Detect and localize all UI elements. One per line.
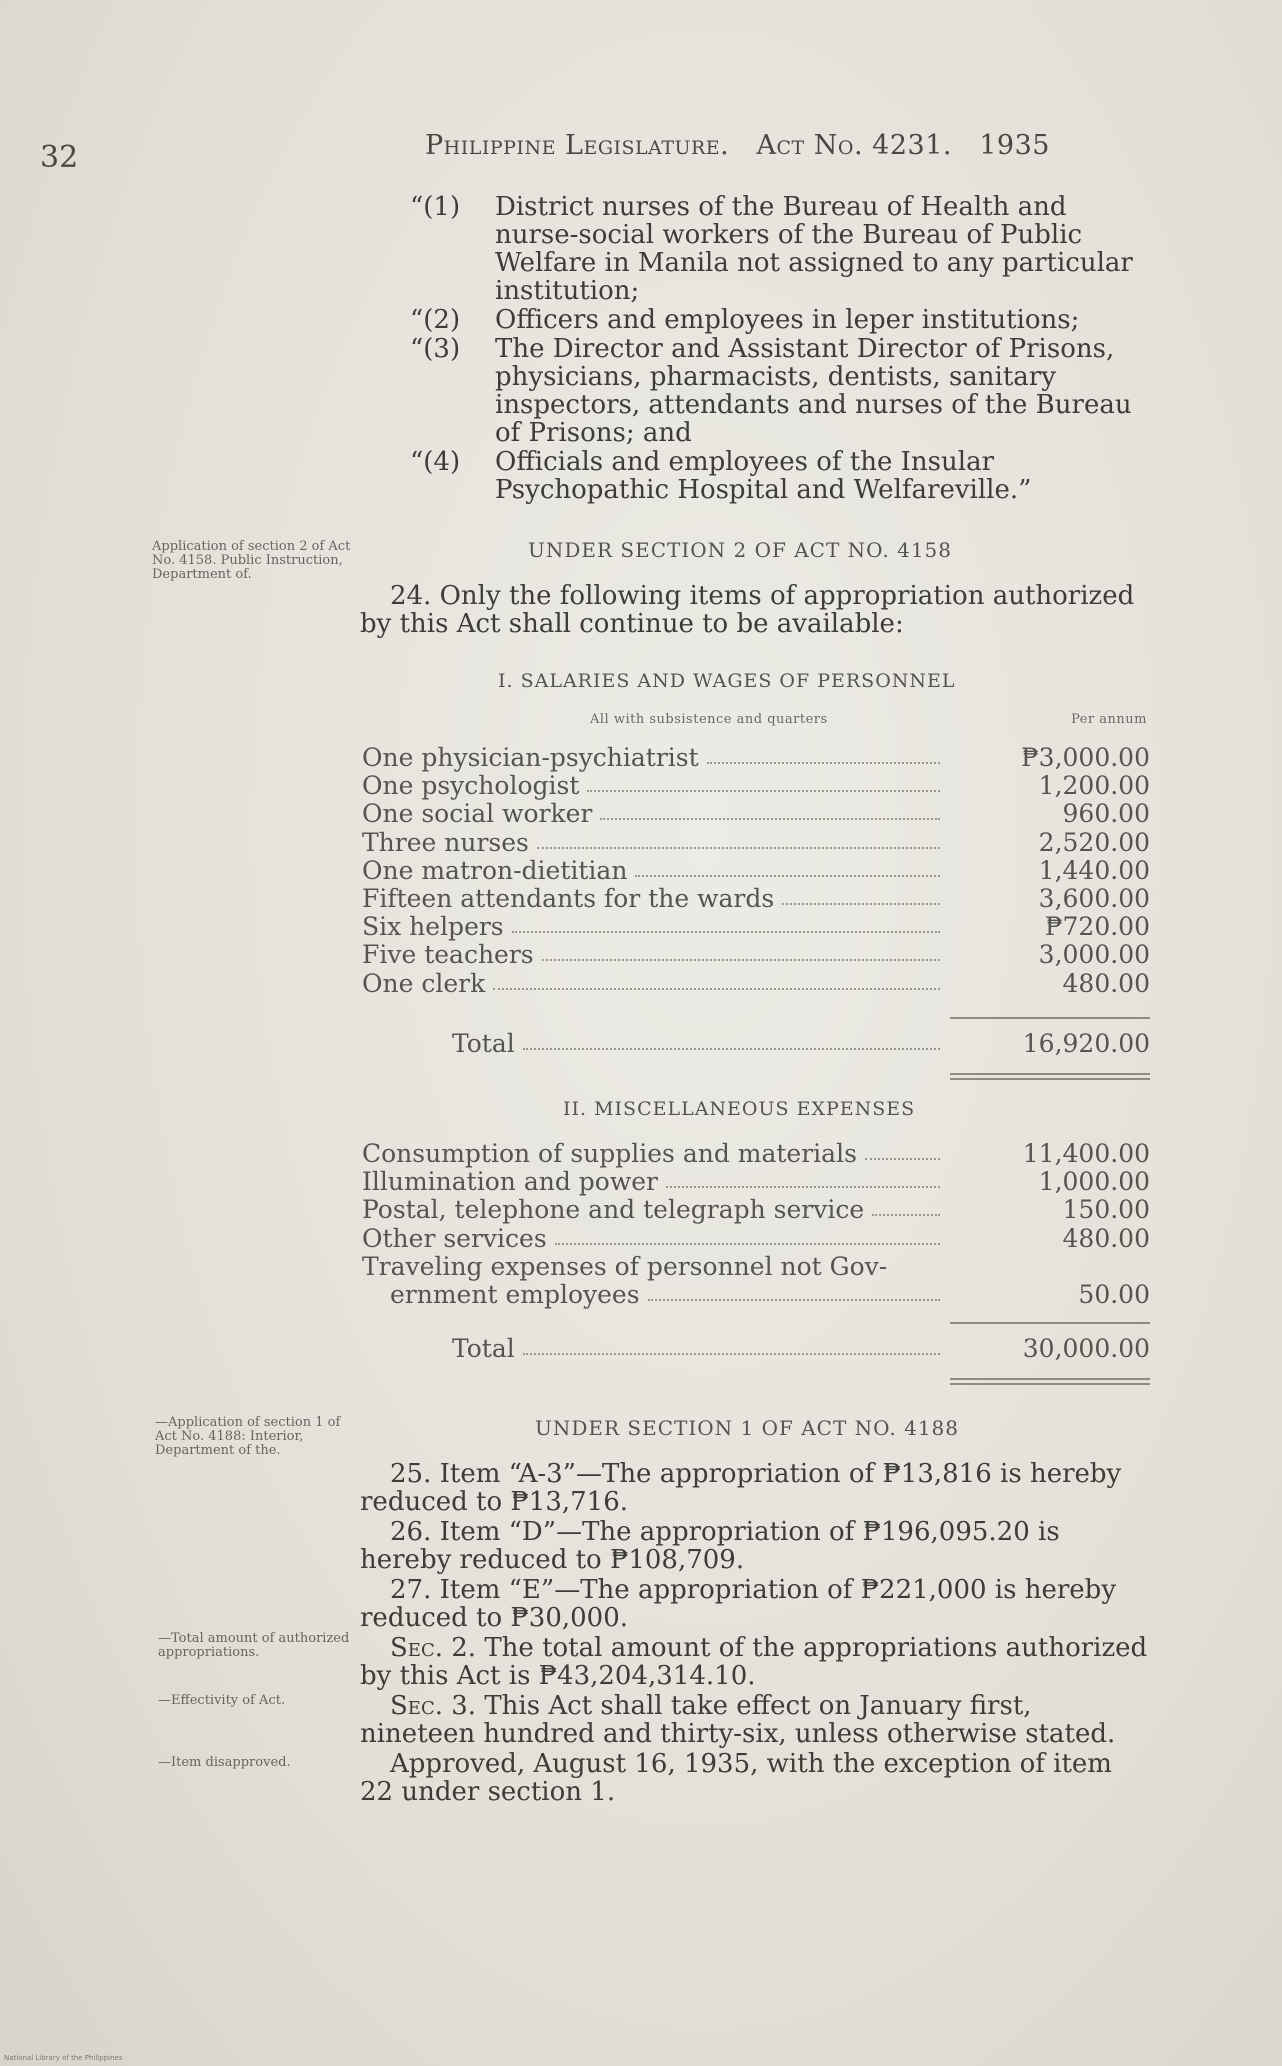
table2-travel-row-line1 [362, 1253, 1150, 1281]
margin-note-4158: Application of section 2 of Act No. 4158. Public Instruction, Department of. [152, 539, 351, 582]
approval-statement: Approved, August 16, 1935, with the exception of item 22 under section 1. [360, 1749, 1112, 1807]
table1-row-label: One matron-dietitian [362, 855, 628, 885]
leader-dots [523, 1353, 940, 1355]
table1-row-label: Six helpers [362, 912, 504, 942]
section-2-label: Sec. 2. [390, 1633, 477, 1663]
leader-dots [872, 1214, 940, 1216]
table1-row [362, 885, 1150, 913]
table1-row-amount: 960.00 [1062, 799, 1150, 829]
paragraph-24: 24. Only the following items of appropriation authorized by this Act shall continue to be available: [360, 581, 1135, 639]
leader-dots [782, 903, 940, 905]
table1-row-label: Three nurses [362, 827, 529, 857]
table1-subtitle: All with subsistence and quarters [590, 712, 828, 727]
table2-row-amount: 150.00 [1062, 1195, 1150, 1225]
quoted-item-number: “(4) [410, 447, 461, 477]
leader-dots [542, 959, 940, 961]
section-3-text: This Act shall take effect on January first, nineteen hundred and thirty-six, unless otherwise stated. [360, 1691, 1116, 1749]
table2-row-label: Postal, telephone and telegraph service [362, 1195, 865, 1225]
quoted-item-number: “(1) [410, 192, 461, 222]
table2-row [362, 1168, 1150, 1196]
table1-row-amount: 2,520.00 [1038, 827, 1150, 857]
leader-dots [537, 847, 940, 849]
table1-total-rule [950, 1017, 1150, 1019]
header-year: 1935 [979, 130, 1050, 161]
table2-total-rule [950, 1322, 1150, 1324]
quoted-item-number: “(2) [410, 305, 461, 335]
page-number: 32 [40, 140, 79, 175]
margin-note-disapproved: —Item disapproved. [158, 1755, 291, 1770]
table2-travel-label-1: Traveling expenses of personnel not Gov- [362, 1252, 888, 1281]
leader-dots [707, 762, 940, 764]
paragraph-27: 27. Item “E”—The appropriation of ₱221,000 is hereby reduced to ₱30,000. [360, 1575, 1117, 1633]
leader-dots [600, 818, 940, 820]
leader-dots [512, 931, 940, 933]
table1-row [362, 941, 1150, 969]
section-2-text: The total amount of the appropriations authorized by this Act is ₱43,204,314.10. [360, 1633, 1148, 1691]
table1-double-rule [950, 1073, 1150, 1080]
footer-credit: National Library of the Philippines [4, 2054, 123, 2062]
section-heading-act-4158: UNDER SECTION 2 OF ACT NO. 4158 [528, 538, 952, 562]
table1-row-amount: 480.00 [1062, 968, 1150, 998]
header-legislature: Philippine Legislature. [425, 130, 730, 161]
table2-travel-label-2: ernment employees [390, 1280, 640, 1309]
margin-note-total: —Total amount of authorized appropriations. [158, 1631, 350, 1660]
section-3 [360, 1692, 1150, 1748]
leader-dots [648, 1299, 940, 1301]
table2-row-amount: 480.00 [1062, 1223, 1150, 1253]
table2-row-amount: 1,000.00 [1038, 1167, 1150, 1197]
table1-row [362, 857, 1150, 885]
table1-total-amount: 16,920.00 [1022, 1029, 1150, 1058]
table2-total-label: Total [452, 1334, 515, 1363]
table1-row-label: One physician-psychiatrist [362, 743, 699, 772]
leader-dots [555, 1243, 940, 1245]
leader-dots [635, 875, 940, 877]
leader-dots [523, 1048, 940, 1050]
table1-row-amount: ₱720.00 [1044, 912, 1150, 942]
table1-total-row [362, 1030, 1150, 1058]
table2-travel-row-line2 [362, 1281, 1150, 1309]
quoted-item-text: Officials and employees of the Insular Psychopathic Hospital and Welfareville.” [495, 447, 1032, 505]
table1-row [362, 913, 1150, 941]
table1-row-label: One social worker [362, 799, 593, 829]
table2-row-label: Illumination and power [362, 1167, 658, 1197]
table1-row-label: Five teachers [362, 940, 534, 970]
quoted-item-2 [410, 306, 1150, 334]
table2-total-row [362, 1335, 1150, 1363]
table2-row [362, 1225, 1150, 1253]
quoted-item-text: District nurses of the Bureau of Health and nurse-social workers of the Bureau of Public Welfare in Manila not assigned to any particular institution; [495, 192, 1133, 306]
table2-row [362, 1140, 1150, 1168]
table1-row-label: Fifteen attendants for the wards [362, 884, 775, 913]
table2-row-label: Consumption of supplies and materials [362, 1139, 857, 1168]
table2-title: II. MISCELLANEOUS EXPENSES [563, 1098, 916, 1120]
table1-row-label: One psychologist [362, 771, 580, 801]
quoted-item-text: Officers and employees in leper institutions; [495, 305, 1080, 335]
section-heading-act-4188: UNDER SECTION 1 OF ACT NO. 4188 [535, 1416, 959, 1440]
table1-total-label: Total [452, 1029, 515, 1058]
table2-row-amount: 11,400.00 [1022, 1139, 1150, 1168]
table1-row-amount: 3,600.00 [1038, 884, 1150, 913]
table1-row-amount: 3,000.00 [1038, 940, 1150, 970]
paragraph-25: 25. Item “A-3”—The appropriation of ₱13,816 is hereby reduced to ₱13,716. [360, 1459, 1122, 1517]
leader-dots [666, 1186, 940, 1188]
leader-dots [493, 988, 940, 990]
quoted-item-4 [410, 448, 1150, 504]
table1-row-amount: ₱3,000.00 [1021, 743, 1150, 772]
quoted-item-text: The Director and Assistant Director of Prisons, physicians, pharmacists, dentists, sanitary inspectors, attendants and nurses of the Bureau of Prisons; and [495, 334, 1132, 448]
table1-row [362, 800, 1150, 828]
paragraph-26: 26. Item “D”—The appropriation of ₱196,095.20 is hereby reduced to ₱108,709. [360, 1517, 1060, 1575]
quoted-item-1 [410, 193, 1150, 305]
quoted-item-number: “(3) [410, 334, 461, 364]
section-3-label: Sec. 3. [390, 1691, 477, 1721]
table1-row [362, 970, 1150, 998]
table2-total-amount: 30,000.00 [1022, 1334, 1150, 1363]
quoted-item-3 [410, 335, 1150, 447]
leader-dots [587, 790, 940, 792]
table1-row [362, 744, 1150, 772]
running-header [425, 130, 1050, 161]
table1-column-label: Per annum [1071, 712, 1147, 727]
table2-row [362, 1196, 1150, 1224]
table1-row [362, 829, 1150, 857]
margin-note-4188: —Application of section 1 of Act No. 4188: Interior, Department of the. [155, 1415, 341, 1458]
table1-row [362, 772, 1150, 800]
header-act: Act No. 4231. [756, 130, 952, 161]
table1-row-label: One clerk [362, 968, 486, 998]
section-2 [360, 1634, 1150, 1690]
leader-dots [865, 1158, 940, 1160]
table2-double-rule [950, 1378, 1150, 1385]
margin-note-effectivity: —Effectivity of Act. [158, 1693, 286, 1708]
table1-title: I. SALARIES AND WAGES OF PERSONNEL [498, 670, 956, 692]
table1-row-amount: 1,440.00 [1038, 855, 1150, 885]
table2-row-label: Other services [362, 1223, 547, 1253]
table2-travel-amount: 50.00 [1078, 1280, 1150, 1309]
table1-row-amount: 1,200.00 [1038, 771, 1150, 801]
